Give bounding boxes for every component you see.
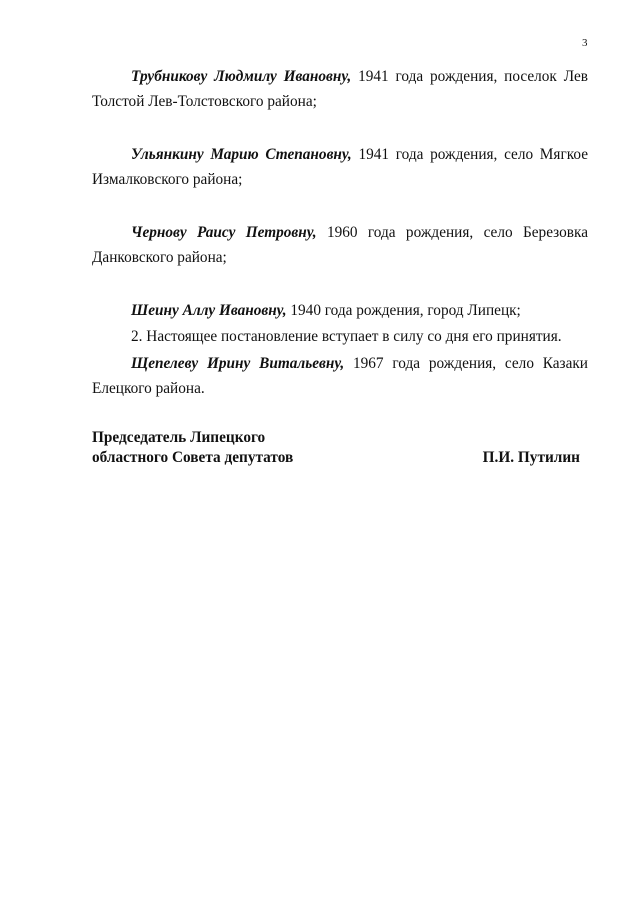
clause-2: 2. Настоящее постановление вступает в силу со дня его принятия. <box>131 328 562 345</box>
recipient-details: 1967 года рождения, село Казаки Елецкого района. <box>92 355 588 397</box>
recipient-details: 1941 года рождения, село Мягкое Измалковского района; <box>92 146 589 188</box>
award-list <box>92 64 588 429</box>
recipient-name: Чернову Раису Петровну, <box>131 224 317 241</box>
recipient-name: Трубникову Людмилу Ивановну, <box>131 68 352 85</box>
recipient-name: Ульянкину Марию Степановну, <box>131 146 352 163</box>
recipient-details: 1960 года рождения, село Березовка Данковского района; <box>92 224 588 266</box>
recipient-details: 1940 года рождения, город Липецк; <box>286 302 521 319</box>
list-entry <box>92 142 588 192</box>
recipient-name: Щепелеву Ирину Витальевну, <box>131 355 345 372</box>
signature-title-line-2: областного Совета депутатов П.И. Путилин <box>92 449 580 466</box>
signature-block <box>92 428 588 468</box>
list-entry <box>92 351 588 401</box>
recipient-name: Шеину Аллу Ивановну, <box>131 302 287 319</box>
page-number: 3 <box>582 37 588 49</box>
signatory-name: П.И. Путилин <box>482 449 580 466</box>
signature-title-line-1: Председатель Липецкого <box>92 429 266 446</box>
list-entry <box>92 220 588 270</box>
list-entry <box>92 64 588 114</box>
recipient-details: 1941 года рождения, поселок Лев Толстой Лев-Толстовского района; <box>92 68 588 110</box>
list-entry <box>92 298 588 323</box>
